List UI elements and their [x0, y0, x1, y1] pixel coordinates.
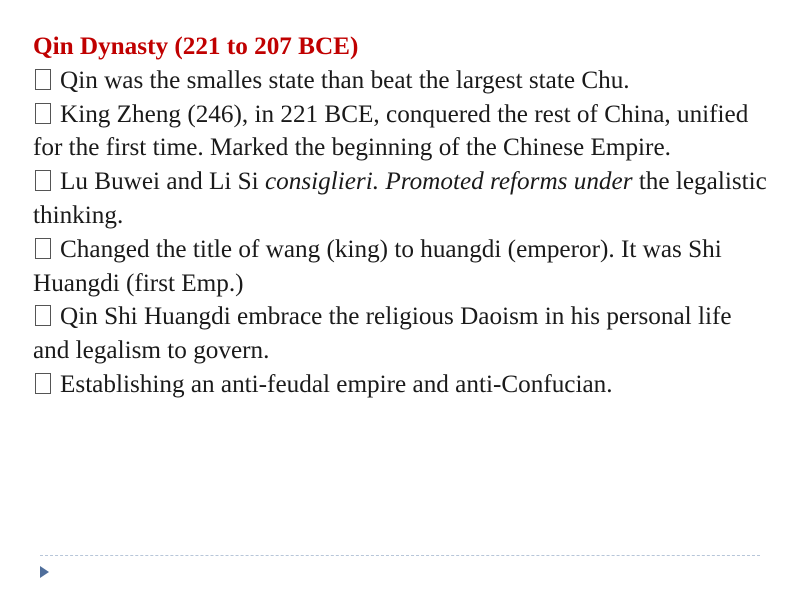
bullet-box-icon: [35, 238, 51, 259]
footer-divider: [40, 555, 760, 556]
bullet-box-icon: [35, 305, 51, 326]
bullet-text: Lu Buwei and Li Si: [60, 168, 265, 196]
bullet-item: [33, 300, 773, 368]
bullet-item: [33, 64, 773, 98]
nav-arrow-icon[interactable]: [40, 566, 49, 578]
bullet-item: [33, 165, 773, 233]
slide-title: Qin Dynasty (221 to 207 BCE): [33, 33, 359, 60]
bullet-text: King Zheng (246), in 221 BCE, conquered the rest of China, unified for the first time. Marked the beginning of the Chinese Empire.: [33, 100, 749, 162]
bullet-text-italic: consiglieri. Promoted reforms under: [264, 168, 633, 196]
bullet-item: [33, 368, 773, 402]
bullet-box-icon: [35, 170, 51, 191]
bullet-box-icon: [35, 69, 51, 90]
bullet-box-icon: [35, 103, 51, 124]
bullet-item: [33, 233, 773, 301]
bullet-text: the legalistic thinking.: [33, 168, 767, 229]
slide-content: [33, 30, 773, 402]
bullet-item: [33, 98, 773, 166]
bullet-text: Qin Shi Huangdi embrace the religious Daoism in his personal life and legalism to govern.: [33, 303, 732, 365]
bullet-text: Changed the title of wang (king) to huangdi (emperor). It was Shi Huangdi (first Emp.): [33, 235, 722, 297]
bullet-box-icon: [35, 373, 51, 394]
bullet-text: Qin was the smalles state than beat the largest state Chu.: [60, 66, 630, 94]
bullet-text: Establishing an anti-feudal empire and anti-Confucian.: [60, 370, 613, 398]
